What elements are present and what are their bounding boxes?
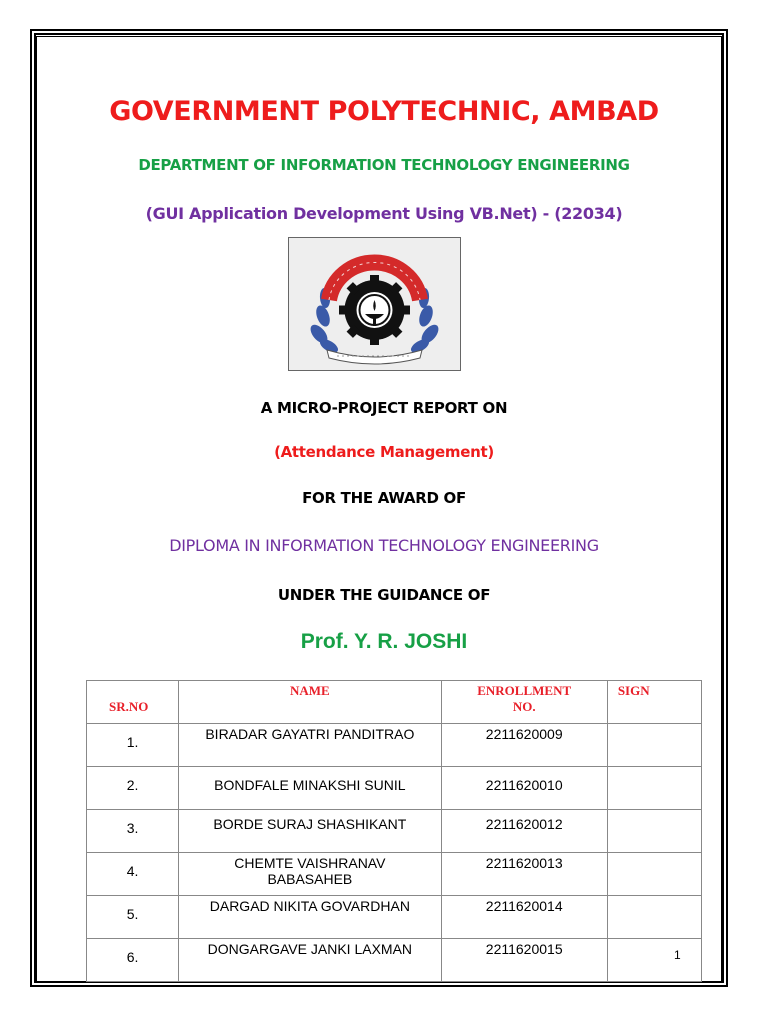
sign-cell [607,939,701,982]
name-cell: CHEMTE VAISHRANAV BABASAHEB [179,853,441,896]
award-line: FOR THE AWARD OF [302,489,466,507]
page-number: 1 [674,948,681,962]
sign-cell [607,853,701,896]
enrollment-cell: 2211620010 [441,767,607,810]
name-cell: BORDE SURAJ SHASHIKANT [179,810,441,853]
sr-cell: 4. [87,853,179,896]
table-row [87,939,702,982]
table-header-row [87,681,702,724]
table-row [87,724,702,767]
diploma-name: DIPLOMA IN INFORMATION TECHNOLOGY ENGINEERING [169,536,599,555]
sr-cell: 6. [87,939,179,982]
sign-cell [607,767,701,810]
sr-cell: 1. [87,724,179,767]
sign-cell [607,896,701,939]
header-sr: SR.NO [87,681,179,724]
department-name: DEPARTMENT OF INFORMATION TECHNOLOGY ENGINEERING [138,156,630,174]
report-intro: A MICRO-PROJECT REPORT ON [260,399,508,417]
table-row [87,767,702,810]
name-cell: DARGAD NIKITA GOVARDHAN [179,896,441,939]
name-cell: DONGARGAVE JANKI LAXMAN [179,939,441,982]
name-cell: BIRADAR GAYATRI PANDITRAO [179,724,441,767]
guide-name: Prof. Y. R. JOSHI [300,630,468,653]
enrollment-cell: 2211620014 [441,896,607,939]
college-logo [288,237,461,371]
enrollment-cell: 2211620015 [441,939,607,982]
college-name: GOVERNMENT POLYTECHNIC, AMBAD [109,96,659,127]
guidance-line: UNDER THE GUIDANCE OF [277,586,491,604]
project-title: (Attendance Management) [274,443,494,461]
student-table [86,680,702,982]
college-emblem-icon [289,238,460,370]
sign-cell [607,724,701,767]
enrollment-cell: 2211620013 [441,853,607,896]
header-enrollment: ENROLLMENT NO. [441,681,607,724]
course-title: (GUI Application Development Using VB.Net) - (22034) [145,204,623,223]
sign-cell [607,810,701,853]
sr-cell: 2. [87,767,179,810]
table-row [87,853,702,896]
enrollment-cell: 2211620012 [441,810,607,853]
enrollment-cell: 2211620009 [441,724,607,767]
sr-cell: 5. [87,896,179,939]
name-cell: BONDFALE MINAKSHI SUNIL [179,767,441,810]
table-row [87,896,702,939]
header-name: NAME [179,681,441,724]
table-row [87,810,702,853]
sr-cell: 3. [87,810,179,853]
header-sign: SIGN [607,681,701,724]
